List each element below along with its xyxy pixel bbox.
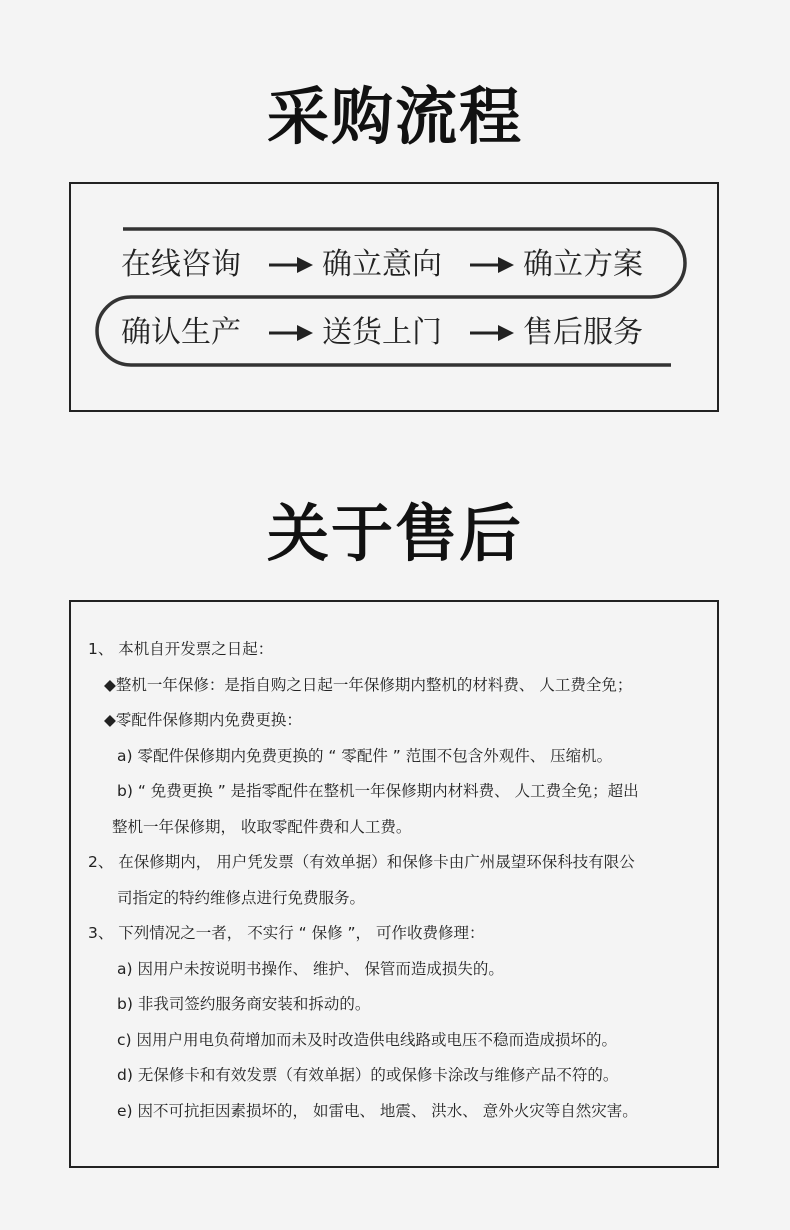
step-confirm-production: 确认生产 [121,315,241,350]
clause-3-sub-c: c) 因用户用电负荷增加而未及时改造供电线路或电压不稳而造成损坏的。 [117,1031,617,1049]
clause-3-sub-a: a) 因用户未按说明书操作、 维护、 保管而造成损失的。 [117,960,504,978]
procurement-title: 采购流程 [266,80,523,153]
clause-3-sub-e: e) 因不可抗拒因素损坏的， 如雷电、 地震、 洪水、 意外火灾等自然灾害。 [117,1102,638,1120]
procurement-flow-box [69,182,719,412]
after-sales-title: 关于售后 [266,497,523,570]
clause-3-sub-d: d) 无保修卡和有效发票（有效单据）的或保修卡涂改与维修产品不符的。 [117,1066,619,1084]
step-confirm-intent: 确立意向 [322,247,442,282]
after-sales-box [69,600,719,1168]
clause-1-sub-b: b) “ 免费更换 ” 是指零配件在整机一年保修期内材料费、 人工费全免；超出 [117,782,639,800]
arrow-right-icon [468,320,516,346]
clause-1-sub-a: a) 零配件保修期内免费更换的 “ 零配件 ” 范围不包含外观件、 压缩机。 [117,747,613,765]
clause-1-item-parts: ◆零配件保修期内免费更换： [104,711,302,729]
clause-1-sub-b-cont: 整机一年保修期， 收取零配件费和人工费。 [112,818,412,836]
step-online-consult: 在线咨询 [121,247,241,282]
step-after-sales-service: 售后服务 [523,315,643,350]
clause-3-sub-b: b) 非我司签约服务商安装和拆动的。 [117,995,371,1013]
clause-1: 1、 本机自开发票之日起： [88,640,274,658]
clause-1-item-whole-unit: ◆整机一年保修：是指自购之日起一年保修期内整机的材料费、 人工费全免； [104,676,633,694]
arrow-right-icon [468,252,516,278]
step-delivery: 送货上门 [322,315,442,350]
flow-row-1 [71,247,721,282]
flow-connector-lines [71,184,721,414]
clause-2: 2、 在保修期内， 用户凭发票（有效单据）和保修卡由广州晟望环保科技有限公 [88,853,635,871]
clause-3: 3、 下列情况之一者， 不实行 “ 保修 ”， 可作收费修理： [88,924,485,942]
flow-row-2 [71,315,721,350]
arrow-right-icon [267,252,315,278]
arrow-right-icon [267,320,315,346]
step-confirm-plan: 确立方案 [523,247,643,282]
clause-2-cont: 司指定的特约维修点进行免费服务。 [117,889,366,907]
